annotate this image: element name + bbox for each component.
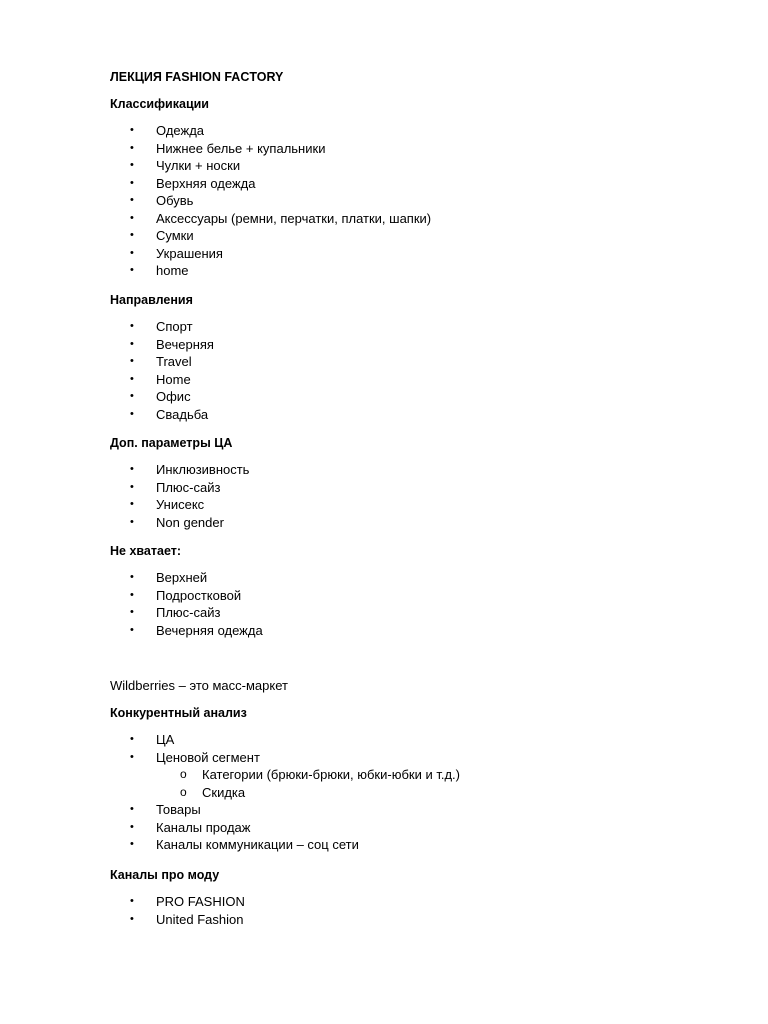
bullet-icon: • <box>130 264 134 276</box>
heading-classifications: Классификации <box>110 97 209 111</box>
heading-audience: Доп. параметры ЦА <box>110 436 233 450</box>
bullet-icon: • <box>130 320 134 332</box>
bullet-icon: • <box>130 159 134 171</box>
bullet-icon: • <box>130 229 134 241</box>
bullet-icon: • <box>130 588 134 601</box>
bullet-icon: • <box>130 820 134 833</box>
bullet-icon: • <box>130 803 134 815</box>
document-page: ЛЕКЦИЯ FASHION FACTORY Классификации • Одежда • Нижнее белье + купальники • Чулки + носки • Верхняя одежда • Обувь • Аксессуары (ремни, перчатки, платки, шапки) • Сумки • Украшения • home Направления • Спорт • Вечерняя • Travel • Home • Офис • Свадьба Доп. параметры ЦА • Инклюзивность • Плюс-сайз • Унисекс • Non gender Не хватает: • Верхней • Подростковой • Плюс-сайз • Вечерняя одежда Wildberries – это масс-маркет Конкурентный анализ • ЦА • Ценовой сегмент o Категории (брюки-брюки, юбки-юбки и т.д.) o Скидка • Товары • Каналы продаж • Каналы коммуникации – соц сети Каналы про моду • PRO FASHION • United Fashion <box>110 70 460 927</box>
bullet-icon: • <box>130 246 134 259</box>
bullet-icon: • <box>130 124 134 136</box>
bullet-icon: • <box>130 211 134 224</box>
bullet-icon: • <box>130 141 134 154</box>
heading-channels: Каналы про моду <box>110 868 220 882</box>
bullet-icon: • <box>130 355 134 367</box>
bullet-icon: • <box>130 606 134 618</box>
bullet-icon: • <box>130 194 134 206</box>
bullet-icon: • <box>130 623 134 636</box>
bullet-icon: • <box>130 733 134 745</box>
bullet-icon: • <box>130 390 134 402</box>
bullet-icon: • <box>130 838 134 850</box>
bullet-icon: • <box>130 571 134 583</box>
wildberries-note: Wildberries – это масс-маркет <box>110 678 288 693</box>
bullet-icon: • <box>130 498 134 510</box>
heading-missing: Не хватает: <box>110 544 182 558</box>
sub-bullet-icon: o <box>180 784 187 799</box>
bullet-icon: • <box>130 515 134 528</box>
bullet-icon: • <box>130 895 134 907</box>
bullet-icon: • <box>130 337 134 350</box>
bullet-icon: • <box>130 407 134 420</box>
bullet-icon: • <box>130 463 134 475</box>
bullet-icon: • <box>130 480 134 493</box>
heading-competitive: Конкурентный анализ <box>110 706 247 720</box>
sub-bullet-icon: o <box>180 767 187 781</box>
heading-directions: Направления <box>110 293 193 307</box>
document-title: ЛЕКЦИЯ FASHION FACTORY <box>110 70 284 84</box>
bullet-icon: • <box>130 912 134 925</box>
bullet-icon: • <box>130 372 134 385</box>
bullet-icon: • <box>130 750 134 763</box>
bullet-icon: • <box>130 176 134 189</box>
